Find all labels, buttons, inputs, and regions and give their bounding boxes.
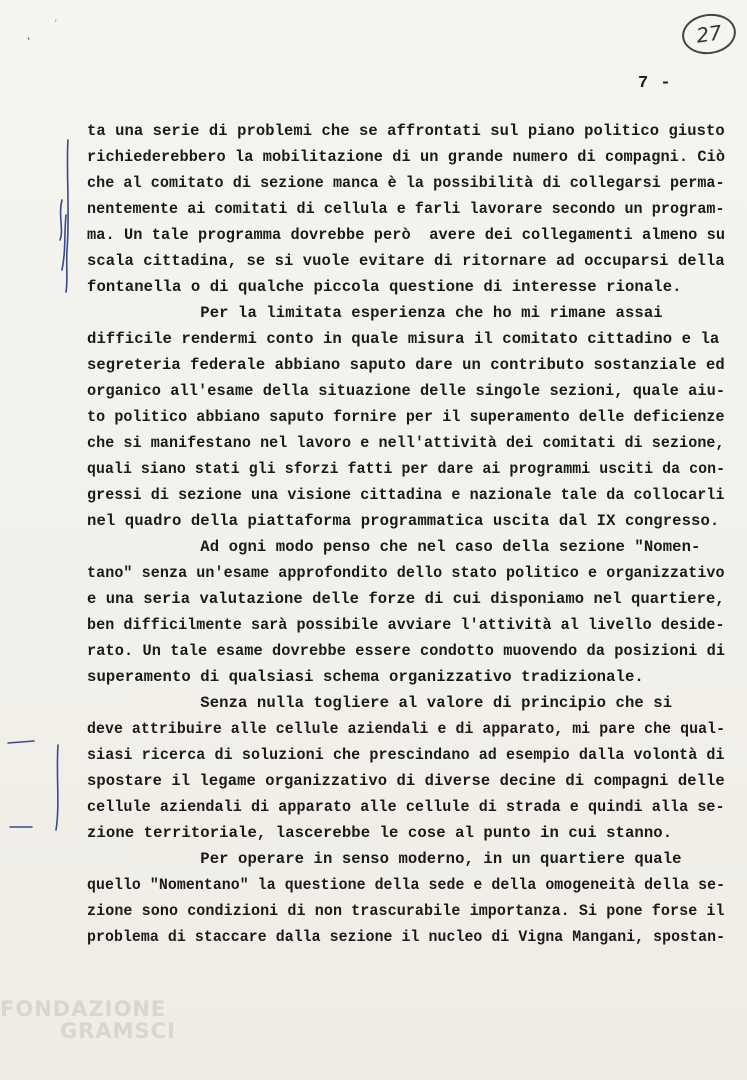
text-line: problema di staccare dalla sezione il nucleo di Vigna Mangani, spostan- [87,928,726,946]
text-line: Per operare in senso moderno, in un quartiere quale [87,850,682,868]
watermark-line: FONDAZIONE [0,997,167,1021]
corner-speck: ˒ [52,12,60,26]
text-line: richiederebbero la mobilitazione di un grande numero di compagni. Ciò [87,148,726,166]
text-line: superamento di qualsiasi schema organizzativo tradizionale. [87,668,644,686]
text-line: quali siano stati gli sforzi fatti per dare ai programmi usciti da con- [87,460,726,478]
text-line: Senza nulla togliere al valore di principio che si [87,694,673,712]
text-line: fontanella o di qualche piccola questione di interesse rionale. [87,278,682,296]
text-line: che al comitato di sezione manca è la possibilità di collegarsi perma- [87,174,725,192]
text-line: ta una serie di problemi che se affrontati sul piano politico giusto [87,122,725,140]
margin-pencil-line [56,745,58,830]
text-line: ben difficilmente sarà possibile avviare l'attività al livello deside- [87,616,725,634]
text-line: cellule aziendali di apparato alle cellule di strada e quindi alla se- [87,798,725,816]
text-line: nel quadro della piattaforma programmatica uscita dal IX congresso. [87,512,720,530]
text-line: deve attribuire alle cellule aziendali e di apparato, mi pare che qual- [87,720,726,738]
text-line: segreteria federale abbiano saputo dare un contributo sostanziale ed [87,356,725,374]
text-line: to politico abbiano saputo fornire per il superamento delle deficienze [87,408,725,426]
margin-pencil-line [60,200,62,240]
text-line: tano" senza un'esame approfondito dello stato politico e organizzativo [87,564,725,582]
margin-pencil-line [62,215,66,270]
text-line: scala cittadina, se si vuole evitare di ritornare ad occuparsi della [87,252,725,270]
archive-stamp-number: 27 [694,20,724,48]
text-line: quello "Nomentano" la questione della sede e della omogeneità della se- [87,876,726,894]
text-line: siasi ricerca di soluzioni che prescindano ad esempio dalla volontà di [87,746,725,764]
text-line: zione sono condizioni di non trascurabile importanza. Si pone forse il [87,902,725,920]
text-line: difficile rendermi conto in quale misura il comitato cittadino e la [87,330,720,348]
corner-speck: · [25,32,33,46]
text-line: rato. Un tale esame dovrebbe essere condotto muovendo da posizioni di [87,642,726,660]
text-line: zione territoriale, lascerebbe le cose al punto in cui stanno. [87,824,673,842]
text-line: che si manifestano nel lavoro e nell'attività dei comitati di sezione, [87,434,725,452]
archive-watermark [0,998,176,1042]
text-line: nentemente ai comitati di cellula e farli lavorare secondo un program- [87,200,725,218]
text-line: ma. Un tale programma dovrebbe però avere dei collegamenti almeno su [87,226,726,244]
text-line: e una seria valutazione delle forze di cui disponiamo nel quartiere, [87,590,725,608]
text-line: Ad ogni modo penso che nel caso della sezione "Nomen- [87,538,701,556]
text-line: spostare il legame organizzativo di diverse decine di compagni delle [87,772,725,790]
text-line: gressi di sezione una visione cittadina e nazionale tale da collocarli [87,486,725,504]
watermark-line: GRAMSCI [60,1019,176,1043]
page-number: 7 - [638,74,672,93]
margin-dash [8,741,34,743]
text-line: Per la limitata esperienza che ho mi rimane assai [87,304,663,322]
text-line: organico all'esame della situazione delle singole sezioni, quale aiu- [87,382,726,400]
